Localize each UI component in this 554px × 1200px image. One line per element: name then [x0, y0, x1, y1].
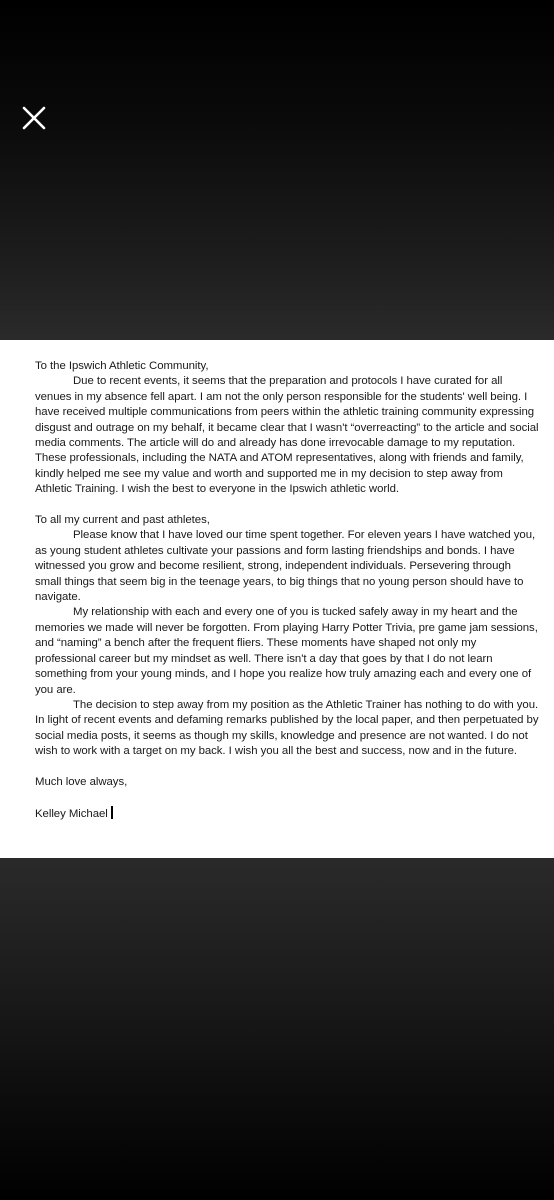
- close-icon: [16, 100, 52, 136]
- closing: Much love always,: [35, 775, 128, 788]
- close-button[interactable]: [16, 100, 52, 136]
- paragraph-athletes-3: The decision to step away from my position as the Athletic Trainer has nothing to do with you. In light of recent events and defaming remarks published by the local paper, and then perpetuated by social media posts, it seems as though my skills, knowledge and presence are not wanted. I do not wish to work with a target on my back. I wish you all the best and success, now and in the future.: [35, 698, 539, 758]
- paragraph-spacer: [35, 498, 540, 513]
- paragraph-community: Due to recent events, it seems that the preparation and protocols I have curated for all venues in my absence fell apart. I am not the only person responsible for the students' well being. I have received multiple communications from peers within the athletic training community expressing disgust and outrage on my behalf, it became clear that I wasn't “overreacting” to the article and social media comments. The article will do and already has done irrevocable damage to my reputation. These professionals, including the NATA and ATOM representatives, along with friends and family, kindly helped me see my value and worth and supported me in my decision to step away from Athletic Training. I wish the best to everyone in the Ipswich athletic world.: [35, 375, 539, 496]
- signature-name: Kelley Michael: [35, 807, 108, 820]
- signature-line: [35, 806, 540, 822]
- paragraph-spacer: [35, 790, 540, 805]
- salutation-community: To the Ipswich Athletic Community,: [35, 360, 209, 372]
- paragraph-athletes-1: Please know that I have loved our time spent together. For eleven years I have watched you, as young student athletes cultivate your passions and form lasting friendships and bonds. I have witnessed you grow and become resilient, strong, independent individuals. Persevering through small things that seem big in the teenage years, to big things that no young person should have to navigate.: [35, 529, 536, 604]
- paragraph-spacer: [35, 760, 540, 775]
- paragraph-athletes-2: My relationship with each and every one of you is tucked safely away in my heart and the memories we made will never be forgotten. From playing Harry Potter Trivia, pre game jam sessions, and “naming” a bench after the frequent fliers. These moments have shaped not only my professional career but my mindset as well. There isn't a day that goes by that I do not learn something from your young minds, and I hope you realize how truly amazing each and every one of you are.: [35, 606, 538, 696]
- salutation-athletes: To all my current and past athletes,: [35, 514, 210, 527]
- text-cursor: [111, 806, 113, 819]
- letter-image: [0, 340, 554, 858]
